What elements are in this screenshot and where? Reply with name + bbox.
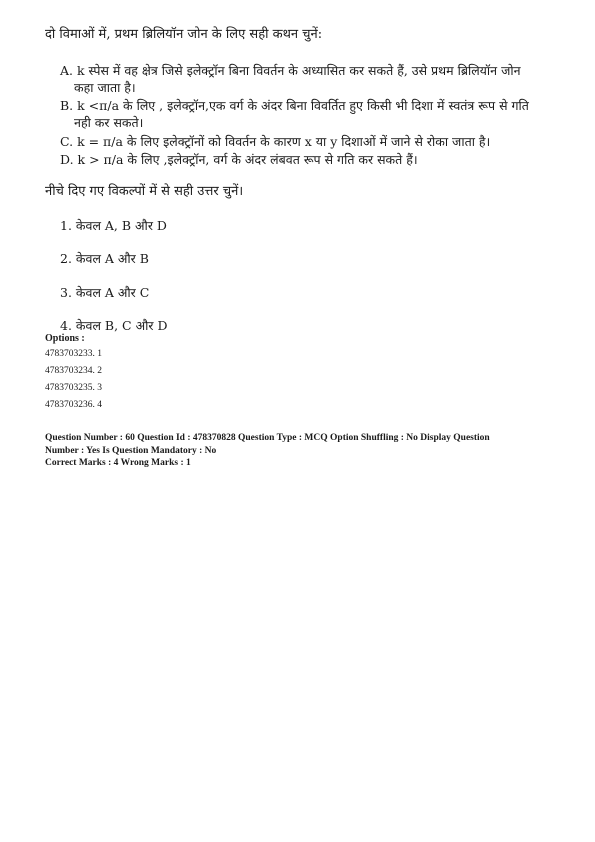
question-title: दो विमाओं में, प्रथम ब्रिलियॉन जोन के लिए सही कथन चुनें: (45, 27, 323, 42)
meta-line-3: Correct Marks : 4 Wrong Marks : 1 (45, 458, 191, 468)
statement-b (60, 97, 565, 131)
option-id-3: 4783703235. 3 (45, 383, 102, 393)
option-id-1: 4783703233. 1 (45, 349, 102, 359)
statement-c (60, 133, 565, 150)
statement-a-line2: कहा जाता है। (74, 80, 136, 95)
option-id-2: 4783703234. 2 (45, 366, 102, 376)
statement-b-line1: B. k <π/a के लिए , इलेक्ट्रॉन,एक वर्ग के अंदर बिना विवर्तित हुए किसी भी दिशा में स्वतंत्र रूप से गति (60, 98, 529, 113)
choice-3: 3. केवल A और C (60, 285, 150, 300)
statement-a-line1: A. k स्पेस में वह क्षेत्र जिसे इलेक्ट्रॉन बिना विवर्तन के अध्यासित कर सकते हैं, उसे प्रथम ब्रिलियॉन जोन (60, 63, 521, 78)
choice-4: 4. केवल B, C और D (60, 318, 168, 333)
option-id-4: 4783703236. 4 (45, 400, 102, 410)
statement-c-line1: C. k = π/a के लिए इलेक्ट्रॉनों को विवर्तन के कारण x या y दिशाओं में जाने से रोका जाता है। (60, 134, 491, 149)
meta-line-2: Number : Yes Is Question Mandatory : No (45, 445, 217, 456)
meta-line-1: Question Number : 60 Question Id : 478370828 Question Type : MCQ Option Shuffling : No Display Question (45, 433, 490, 443)
instruction-text: नीचे दिए गए विकल्पों में से सही उत्तर चुनें। (45, 184, 244, 199)
statement-d (60, 151, 565, 168)
choice-2: 2. केवल A और B (60, 251, 149, 266)
statement-d-line1: D. k > π/a के लिए ,इलेक्ट्रॉन, वर्ग के अंदर लंबवत रूप से गति कर सकते हैं। (60, 152, 418, 167)
statement-a (60, 62, 565, 96)
statement-b-line2: नही कर सकते। (74, 115, 144, 130)
choice-1: 1. केवल A, B और D (60, 218, 167, 233)
options-heading: Options : (45, 333, 85, 344)
question-meta (45, 432, 565, 470)
